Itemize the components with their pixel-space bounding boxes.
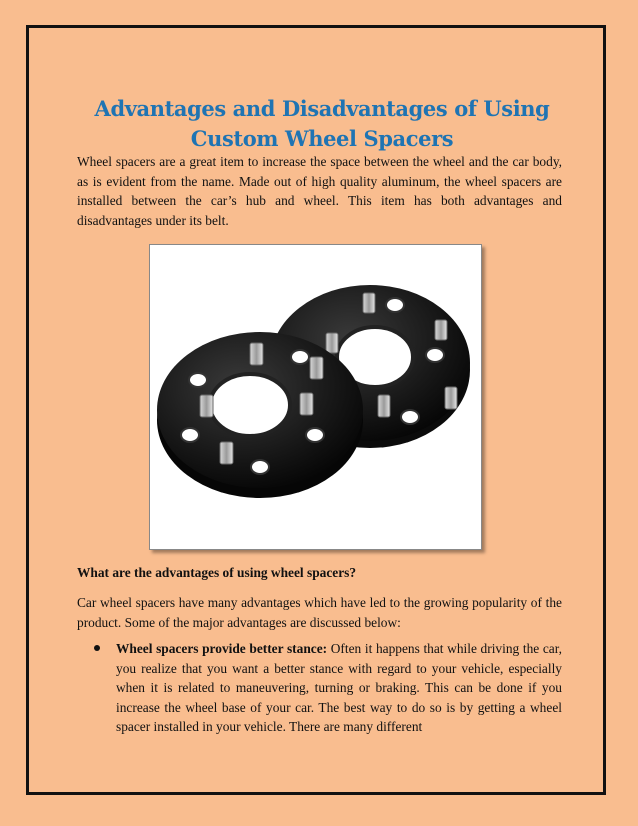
wheel-spacers-photo	[149, 244, 482, 550]
advantages-list	[92, 639, 562, 737]
advantage-lead: Wheel spacers provide better stance:	[116, 641, 328, 656]
intro-paragraph: Wheel spacers are a great item to increase the space between the wheel and the car body, as is evident from the name. Made out of high quality aluminum, the wheel spacers are installed between the car’s hub and wheel. This item has both advantages and disadvantages under its belt.	[77, 154, 562, 228]
list-item	[92, 639, 562, 737]
bullet-icon	[94, 645, 100, 651]
wheel-spacers-illustration	[150, 245, 481, 549]
advantages-intro: Car wheel spacers have many advantages which have led to the growing popularity of the product. Some of the major advantages are discussed below:	[77, 595, 562, 630]
advantage-text: Often it happens that while driving the car, you realize that you want a better stance with regard to your vehicle, especially when it is related to maneuvering, turning or braking. This can be done if you increase the wheel base of your car. The best way to do so is by getting a wheel spacer installed in your vehicle. There are many different	[116, 641, 562, 734]
document-title: Advantages and Disadvantages of Using Custom Wheel Spacers	[94, 96, 550, 152]
advantages-heading: What are the advantages of using wheel spacers?	[77, 565, 357, 580]
